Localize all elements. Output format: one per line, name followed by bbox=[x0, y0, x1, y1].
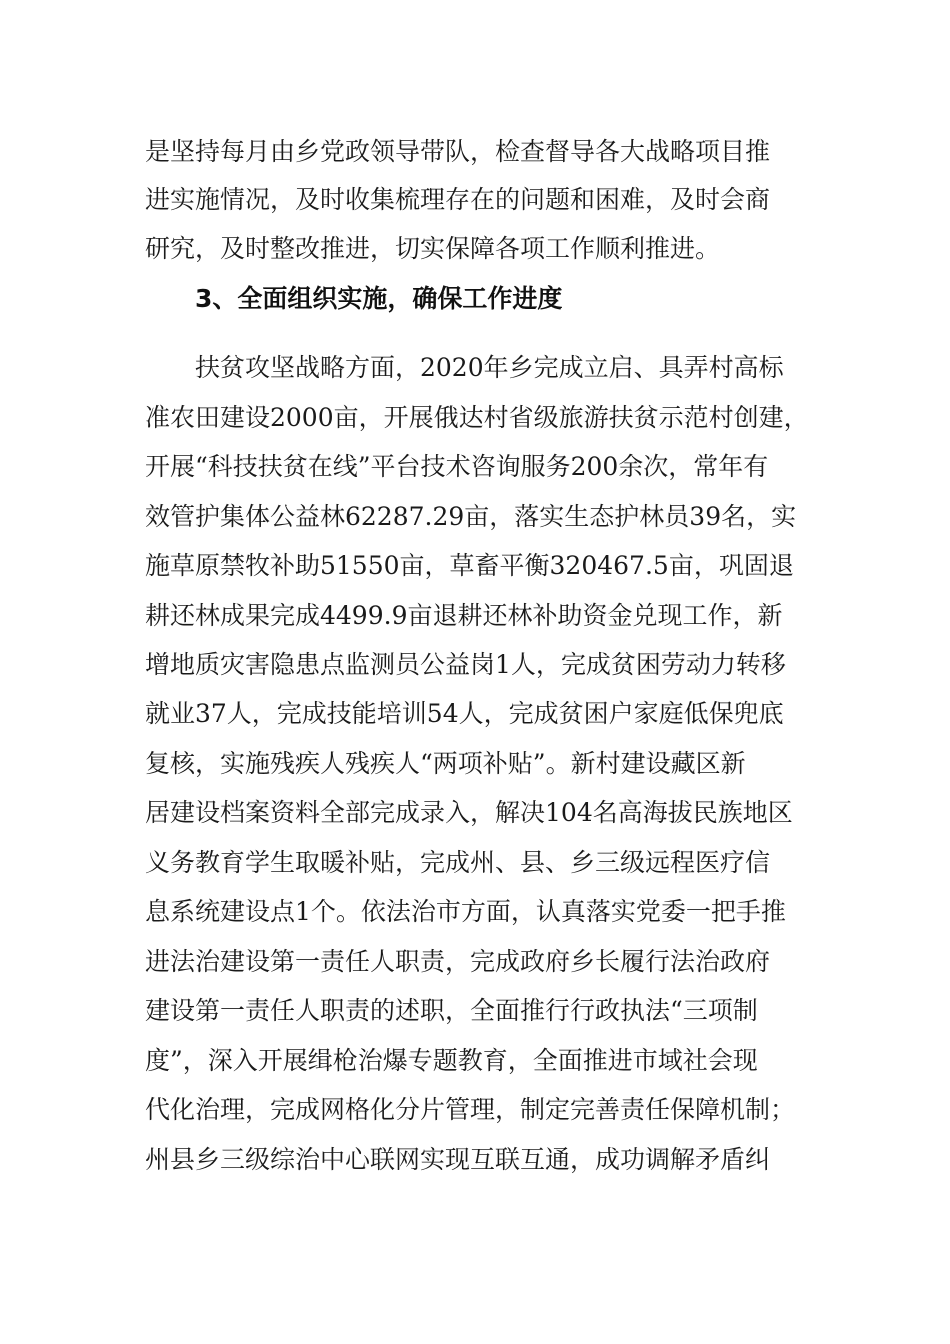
paragraph-2-line-14: 建设第一责任人职责的述职，全面推行行政执法“三项制 bbox=[145, 996, 758, 1025]
paragraph-2-line-7: 增地质灾害隐患点监测员公益岗1人，完成贫困劳动力转移 bbox=[145, 650, 786, 679]
section-heading: 3、全面组织实施，确保工作进度 bbox=[195, 284, 563, 313]
paragraph-2-line-1: 扶贫攻坚战略方面，2020年乡完成立启、具弄村高标 bbox=[195, 353, 784, 382]
paragraph-2-line-2: 准农田建设2000亩，开展俄达村省级旅游扶贫示范村创建， bbox=[145, 403, 809, 432]
paragraph-2-line-17: 州县乡三级综治中心联网实现互联互通，成功调解矛盾纠 bbox=[145, 1145, 771, 1174]
paragraph-2-line-4: 效管护集体公益林62287.29亩，落实生态护林员39名，实 bbox=[145, 502, 797, 531]
paragraph-2-line-5: 施草原禁牧补助51550亩，草畜平衡320467.5亩，巩固退 bbox=[145, 551, 794, 580]
paragraph-1-line-1: 是坚持每月由乡党政领导带队，检查督导各大战略项目推 bbox=[145, 137, 771, 166]
paragraph-2-line-3: 开展“科技扶贫在线”平台技术咨询服务200余次，常年有 bbox=[145, 452, 769, 481]
paragraph-1-line-3: 研究，及时整改推进，切实保障各项工作顺利推进。 bbox=[145, 234, 721, 263]
paragraph-2-line-8: 就业37人，完成技能培训54人，完成贫困户家庭低保兜底 bbox=[145, 699, 784, 728]
paragraph-2-line-12: 息系统建设点1个。依法治市方面，认真落实党委一把手推 bbox=[145, 897, 786, 926]
paragraph-2-line-16: 代化治理，完成网格化分片管理，制定完善责任保障机制； bbox=[145, 1095, 796, 1124]
paragraph-2-line-9: 复核，实施残疾人残疾人“两项补贴”。新村建设藏区新 bbox=[145, 749, 746, 778]
paragraph-2-line-15: 度”，深入开展缉枪治爆专题教育，全面推进市域社会现 bbox=[145, 1046, 758, 1075]
paragraph-1-line-2: 进实施情况，及时收集梳理存在的问题和困难，及时会商 bbox=[145, 185, 771, 214]
paragraph-2-line-6: 耕还林成果完成4499.9亩退耕还林补助资金兑现工作，新 bbox=[145, 601, 783, 630]
paragraph-2-line-13: 进法治建设第一责任人职责，完成政府乡长履行法治政府 bbox=[145, 947, 771, 976]
paragraph-2-line-10: 居建设档案资料全部完成录入，解决104名高海拔民族地区 bbox=[145, 798, 793, 827]
paragraph-2-line-11: 义务教育学生取暖补贴，完成州、县、乡三级远程医疗信 bbox=[145, 848, 771, 877]
